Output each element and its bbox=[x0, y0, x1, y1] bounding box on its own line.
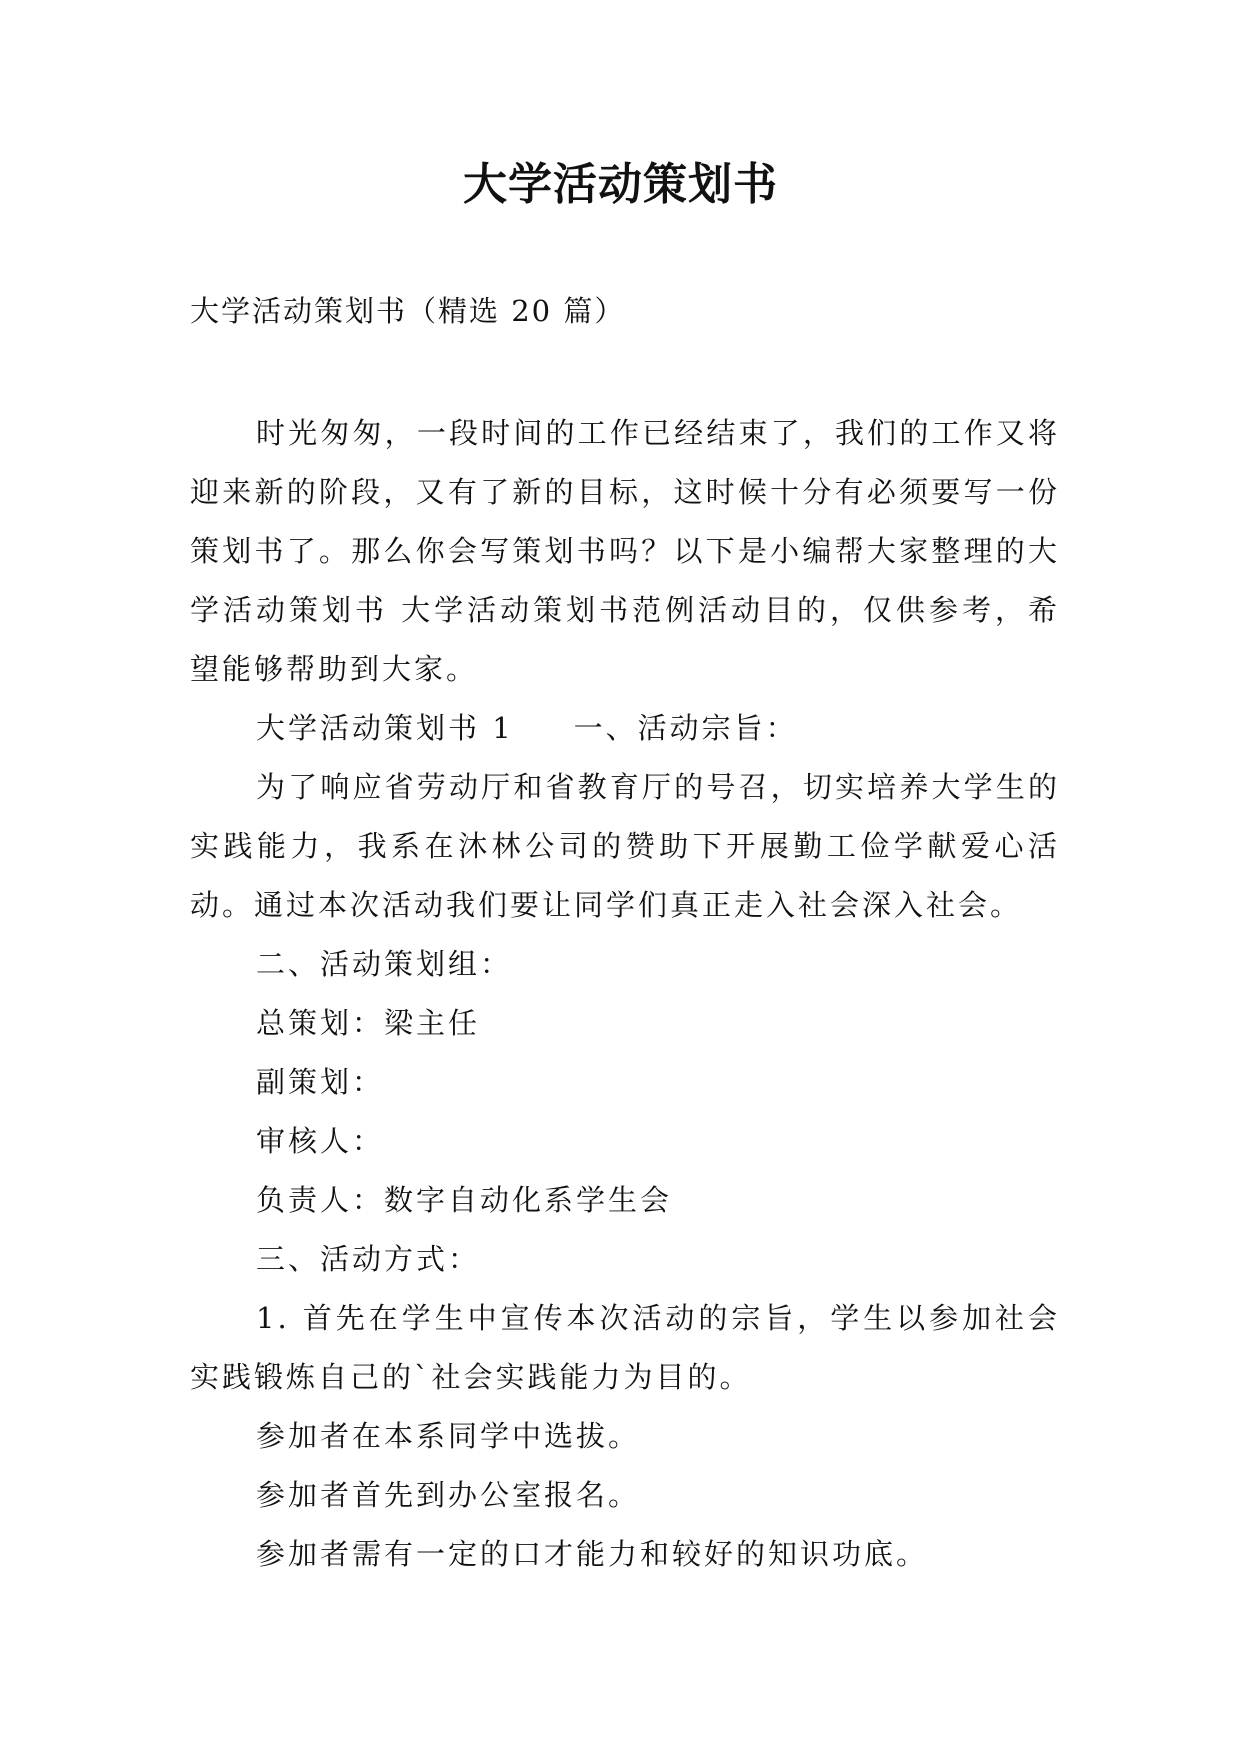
section-1-heading: 大学活动策划书 1 bbox=[256, 711, 514, 745]
section-1-heading-line bbox=[190, 699, 1060, 758]
method-1-paragraph: 1. 首先在学生中宣传本次活动的宗旨，学生以参加社会实践锻炼自己的`社会实践能力为目的。 bbox=[190, 1301, 1060, 1394]
responsible-line: 负责人：数字自动化系学生会 bbox=[256, 1183, 673, 1217]
participants-selection-line: 参加者在本系同学中选拔。 bbox=[256, 1419, 641, 1453]
intro-paragraph: 时光匆匆，一段时间的工作已经结束了，我们的工作又将迎来新的阶段，又有了新的目标，这时候十分有必须要写一份策划书了。那么你会写策划书吗？以下是小编帮大家整理的大学活动策划书 大学活动策划书范例活动目的，仅供参考，希望能够帮助到大家。 bbox=[190, 416, 1060, 686]
deputy-planner-line: 副策划： bbox=[256, 1065, 385, 1099]
planning-group-heading: 二、活动策划组： bbox=[256, 947, 513, 981]
document-body bbox=[190, 404, 1060, 1584]
method-heading: 三、活动方式： bbox=[256, 1242, 481, 1276]
document-title: 大学活动策划书 bbox=[463, 159, 778, 210]
chief-planner-line: 总策划：梁主任 bbox=[256, 1006, 481, 1040]
purpose-paragraph: 为了响应省劳动厅和省教育厅的号召，切实培养大学生的实践能力，我系在沐林公司的赞助下开展勤工俭学献爱心活动。通过本次活动我们要让同学们真正走入社会深入社会。 bbox=[190, 770, 1060, 922]
participants-signup-line: 参加者首先到办公室报名。 bbox=[256, 1478, 641, 1512]
document-subtitle: 大学活动策划书（精选 20 篇） bbox=[190, 294, 626, 328]
purpose-heading: 一、活动宗旨： bbox=[573, 711, 798, 745]
participants-requirement-line: 参加者需有一定的口才能力和较好的知识功底。 bbox=[256, 1537, 929, 1571]
reviewer-line: 审核人： bbox=[256, 1124, 385, 1158]
